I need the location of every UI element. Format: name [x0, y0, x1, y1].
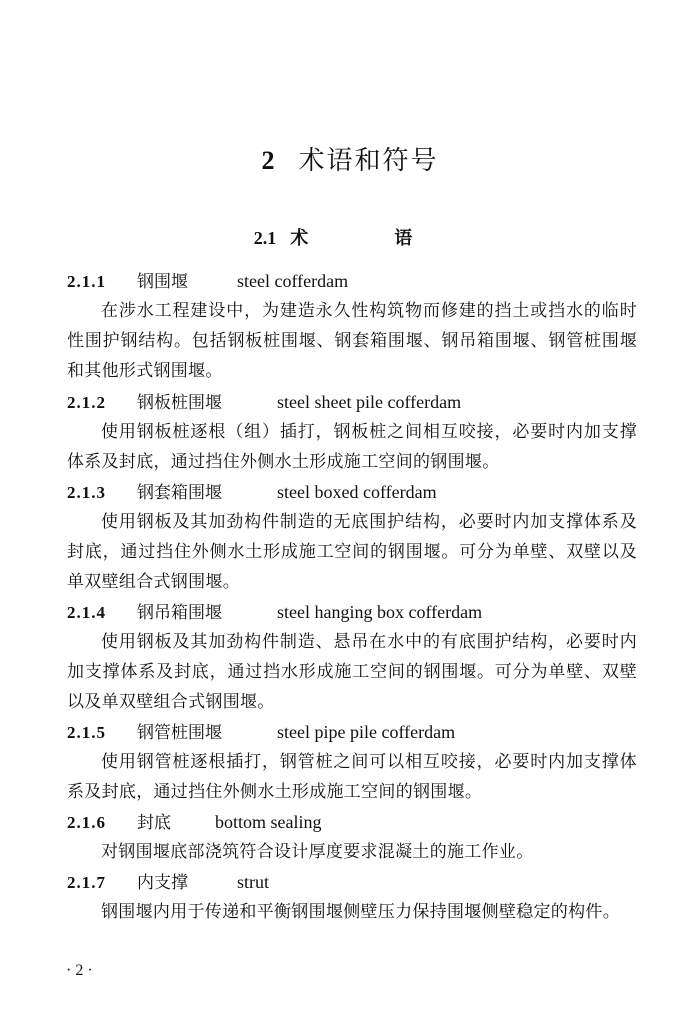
- term-english: bottom sealing: [215, 812, 322, 832]
- term-number: 2.1.2: [67, 393, 106, 412]
- term-entry: [67, 867, 637, 927]
- term-entry: [67, 266, 637, 386]
- term-definition: 使用钢板及其加劲构件制造、悬吊在水中的有底围护结构，必要时内加支撑体系及封底，通过挡水形成施工空间的钢围堰。可分为单壁、双壁以及单双壁组合式钢围堰。: [67, 632, 637, 712]
- term-number: 2.1.1: [67, 272, 106, 291]
- term-entry: [67, 807, 637, 867]
- term-chinese: 钢板桩围堰: [137, 393, 222, 413]
- term-number: 2.1.7: [67, 873, 106, 892]
- term-number: 2.1.5: [67, 723, 106, 742]
- chapter-title: [0, 140, 700, 177]
- term-definition: 钢围堰内用于传递和平衡钢围堰侧壁压力保持围堰侧壁稳定的构件。: [101, 902, 620, 922]
- section-number: 2.1: [253, 228, 277, 248]
- term-number: 2.1.3: [67, 483, 106, 502]
- term-entry: [67, 717, 637, 807]
- term-chinese: 钢套箱围堰: [137, 483, 222, 503]
- section-title-text: 术 语: [290, 228, 447, 249]
- page-number: · 2 ·: [66, 962, 93, 979]
- term-entry: [67, 477, 637, 597]
- term-chinese: 钢围堰: [137, 272, 188, 292]
- term-english: steel boxed cofferdam: [277, 482, 437, 502]
- term-definition: 使用钢管桩逐根插打，钢管桩之间可以相互咬接，必要时内加支撑体系及封底，通过挡住外侧水土形成施工空间的钢围堰。: [67, 752, 637, 802]
- term-chinese: 钢管桩围堰: [137, 723, 222, 743]
- section-title: [0, 224, 700, 250]
- term-english: steel hanging box cofferdam: [277, 602, 483, 622]
- term-definition: 在涉水工程建设中，为建造永久性构筑物而修建的挡土或挡水的临时性围护钢结构。包括钢板桩围堰、钢套箱围堰、钢吊箱围堰、钢管桩围堰和其他形式钢围堰。: [67, 301, 637, 381]
- term-chinese: 钢吊箱围堰: [137, 603, 222, 623]
- chapter-title-text: 术语和符号: [298, 146, 439, 176]
- term-definition: 使用钢板及其加劲构件制造的无底围护结构，必要时内加支撑体系及封底，通过挡住外侧水土形成施工空间的钢围堰。可分为单壁、双壁以及单双壁组合式钢围堰。: [67, 512, 637, 592]
- chapter-number: 2: [261, 146, 277, 175]
- term-number: 2.1.4: [67, 603, 106, 622]
- term-english: strut: [237, 872, 270, 892]
- term-entry: [67, 387, 637, 477]
- term-english: steel sheet pile cofferdam: [277, 392, 462, 412]
- term-chinese: 封底: [137, 813, 171, 833]
- term-english: steel cofferdam: [237, 271, 349, 291]
- term-english: steel pipe pile cofferdam: [277, 722, 456, 742]
- term-chinese: 内支撑: [137, 873, 188, 893]
- term-definition: 使用钢板桩逐根（组）插打，钢板桩之间相互咬接，必要时内加支撑体系及封底，通过挡住外侧水土形成施工空间的钢围堰。: [67, 422, 637, 472]
- term-definition: 对钢围堰底部浇筑符合设计厚度要求混凝土的施工作业。: [101, 842, 534, 862]
- term-entry: [67, 597, 637, 717]
- term-number: 2.1.6: [67, 813, 106, 832]
